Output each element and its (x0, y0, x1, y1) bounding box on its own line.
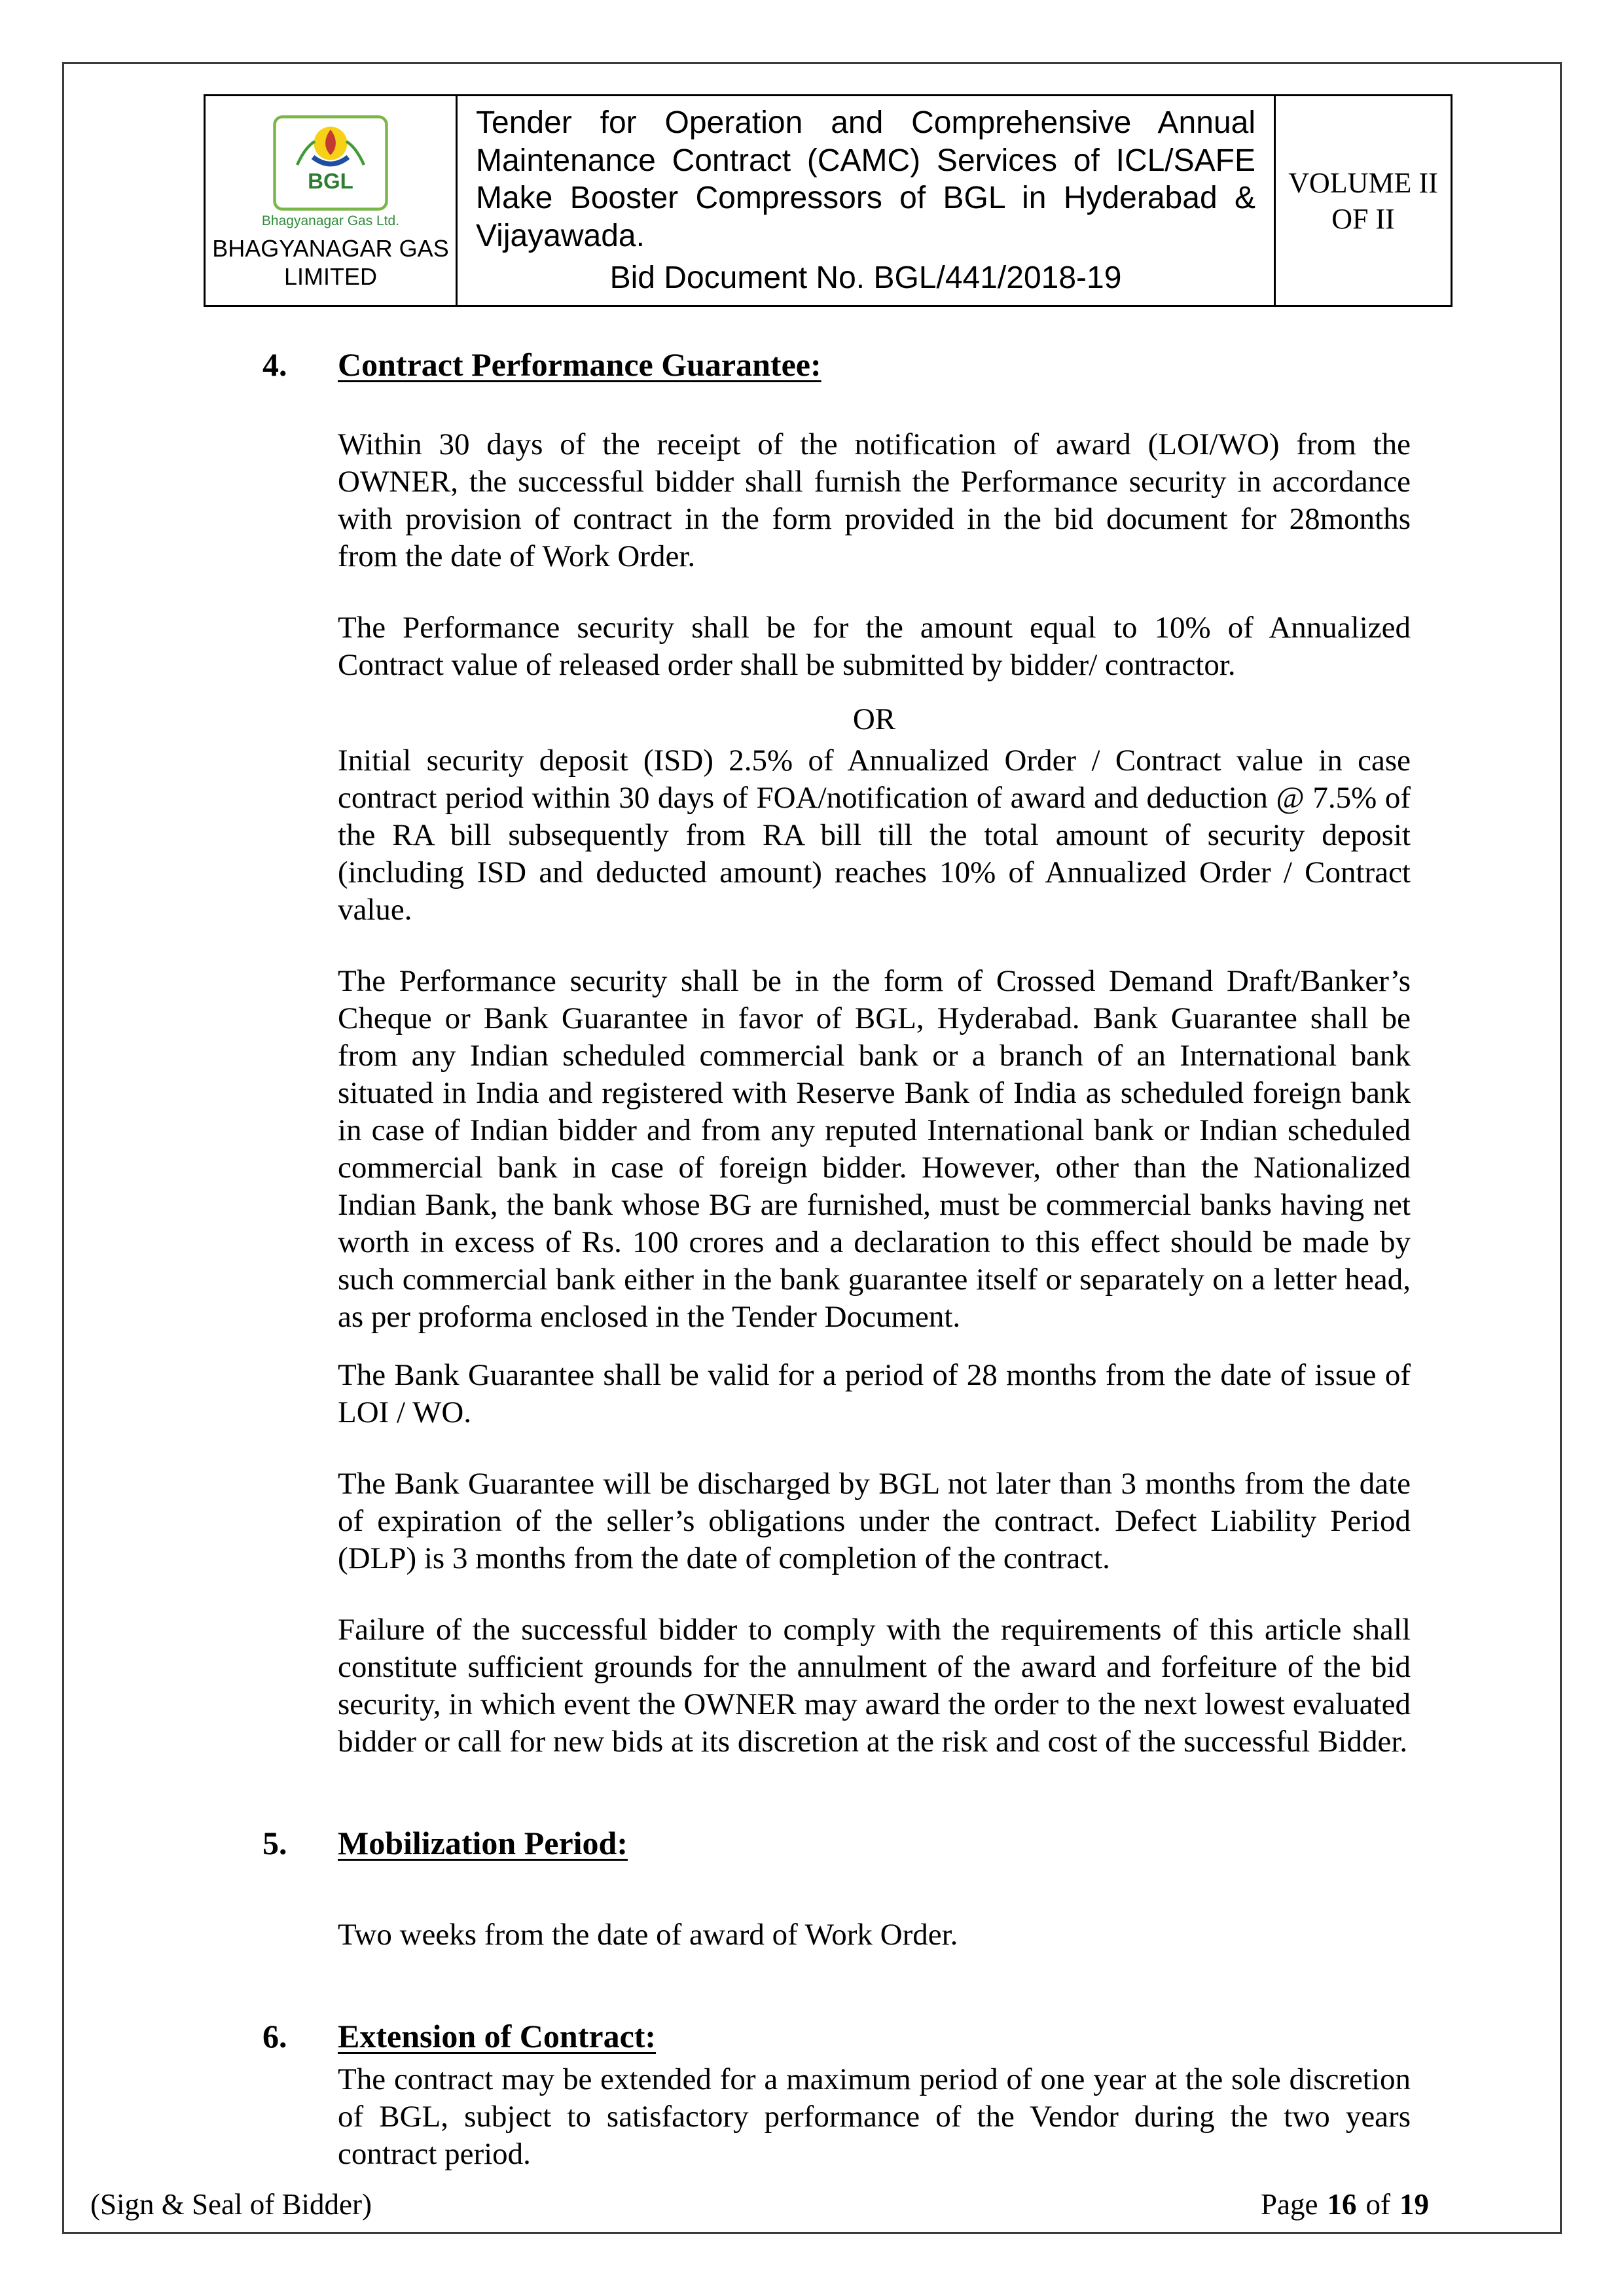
paragraph: The Bank Guarantee shall be valid for a period of 28 months from the date of issue of LOI / WO. (338, 1358, 1411, 1430)
page-indicator (1261, 2187, 1429, 2221)
or-separator: OR (852, 702, 896, 737)
company-name (212, 234, 449, 291)
paragraph: Initial security deposit (ISD) 2.5% of Annualized Order / Contract value in case contract period within 30 days of FOA/notification of award and deduction @ 7.5% of the RA bill subsequently from RA bill till the total amount of security deposit (including ISD and deducted amount) reaches 10% of Annualized Order / Contract value. (338, 744, 1411, 927)
volume-line1: VOLUME II (1288, 166, 1438, 199)
section-mobilization-period (262, 1823, 1411, 1954)
logo-caption: Bhagyanagar Gas Ltd. (261, 213, 400, 228)
paragraph: Within 30 days of the receipt of the notification of award (LOI/WO) from the OWNER, the successful bidder shall furnish the Performance security in accordance with provision of contract in the form provided in the bid document for 28months from the date of Work Order. (338, 427, 1411, 574)
header-logo-cell (205, 96, 457, 306)
total-pages: 19 (1399, 2188, 1429, 2221)
paragraph: The Bank Guarantee will be discharged by BGL not later than 3 months from the date of expiration of the seller’s obligations under the contract. Defect Liability Period (DLP) is 3 months from the date of completion of the contract. (338, 1467, 1411, 1576)
logo-acronym: BGL (308, 168, 353, 193)
paragraph: Failure of the successful bidder to comply with the requirements of this article shall constitute sufficient grounds for the annulment of the award and forfeiture of the bid security, in which event the OWNER may award the order to the next lowest evaluated bidder or call for new bids at its discretion at the risk and cost of the successful Bidder. (338, 1613, 1411, 1759)
header-table (204, 94, 1453, 307)
volume-cell (1275, 96, 1452, 306)
page-word: Page (1261, 2188, 1318, 2221)
volume-line2: OF II (1331, 202, 1395, 235)
document-body (262, 345, 1411, 2173)
bgl-logo-icon (272, 114, 389, 212)
section-extension-of-contract (262, 2017, 1411, 2173)
page-number: 16 (1327, 2188, 1357, 2221)
paragraph: The Performance security shall be in the form of Crossed Demand Draft/Banker’s Cheque or Bank Guarantee in favor of BGL, Hyderabad. Bank Guarantee shall be from any Indian scheduled commercial bank or a branch of an International bank situated in India and registered with Reserve Bank of India as scheduled foreign bank in case of Indian bidder and from any reputed International bank or Indian scheduled commercial bank in case of foreign bidder. However, other than the Nationalized Indian Bank, the bank whose BG are furnished, must be commercial banks having net worth in excess of Rs. 100 crores and a declaration to this effect should be made by such commercial bank either in the bank guarantee itself or separately on a letter head, as per proforma enclosed in the Tender Document. (338, 964, 1411, 1335)
paragraph: The Performance security shall be for the amount equal to 10% of Annualized Contract value of released order shall be submitted by bidder/ contractor. (338, 611, 1411, 683)
section-title: Extension of Contract: (338, 2018, 657, 2055)
section-heading (262, 1823, 1411, 1863)
company-name-line1: BHAGYANAGAR GAS (212, 234, 449, 262)
paragraph: Two weeks from the date of award of Work Order. (338, 1918, 958, 1952)
page-footer (90, 2187, 1429, 2221)
tender-title: Tender for Operation and Comprehensive Annual Maintenance Contract (CAMC) Services of ICL/SAFE Make Booster Compressors of BGL in Hyderabad & Vijayawada. (476, 105, 1255, 253)
header-title-cell (457, 96, 1275, 306)
section-heading (262, 345, 1411, 384)
section-number: 6. (262, 2018, 287, 2055)
company-name-line2: LIMITED (283, 262, 377, 290)
section-title: Mobilization Period: (338, 1825, 628, 1862)
bid-document-number: Bid Document No. BGL/441/2018-19 (609, 260, 1122, 296)
section-title: Contract Performance Guarantee: (338, 346, 821, 384)
section-number: 4. (262, 346, 287, 384)
section-contract-performance-guarantee (262, 345, 1411, 1761)
sign-seal-note: (Sign & Seal of Bidder) (90, 2188, 372, 2221)
of-word: of (1365, 2188, 1390, 2221)
paragraph: The contract may be extended for a maximum period of one year at the sole discretion of BGL, subject to satisfactory performance of the Vendor during the two years contract period. (338, 2062, 1411, 2172)
page-border (62, 62, 1562, 2234)
section-heading (262, 2017, 1411, 2056)
section-number: 5. (262, 1825, 287, 1862)
